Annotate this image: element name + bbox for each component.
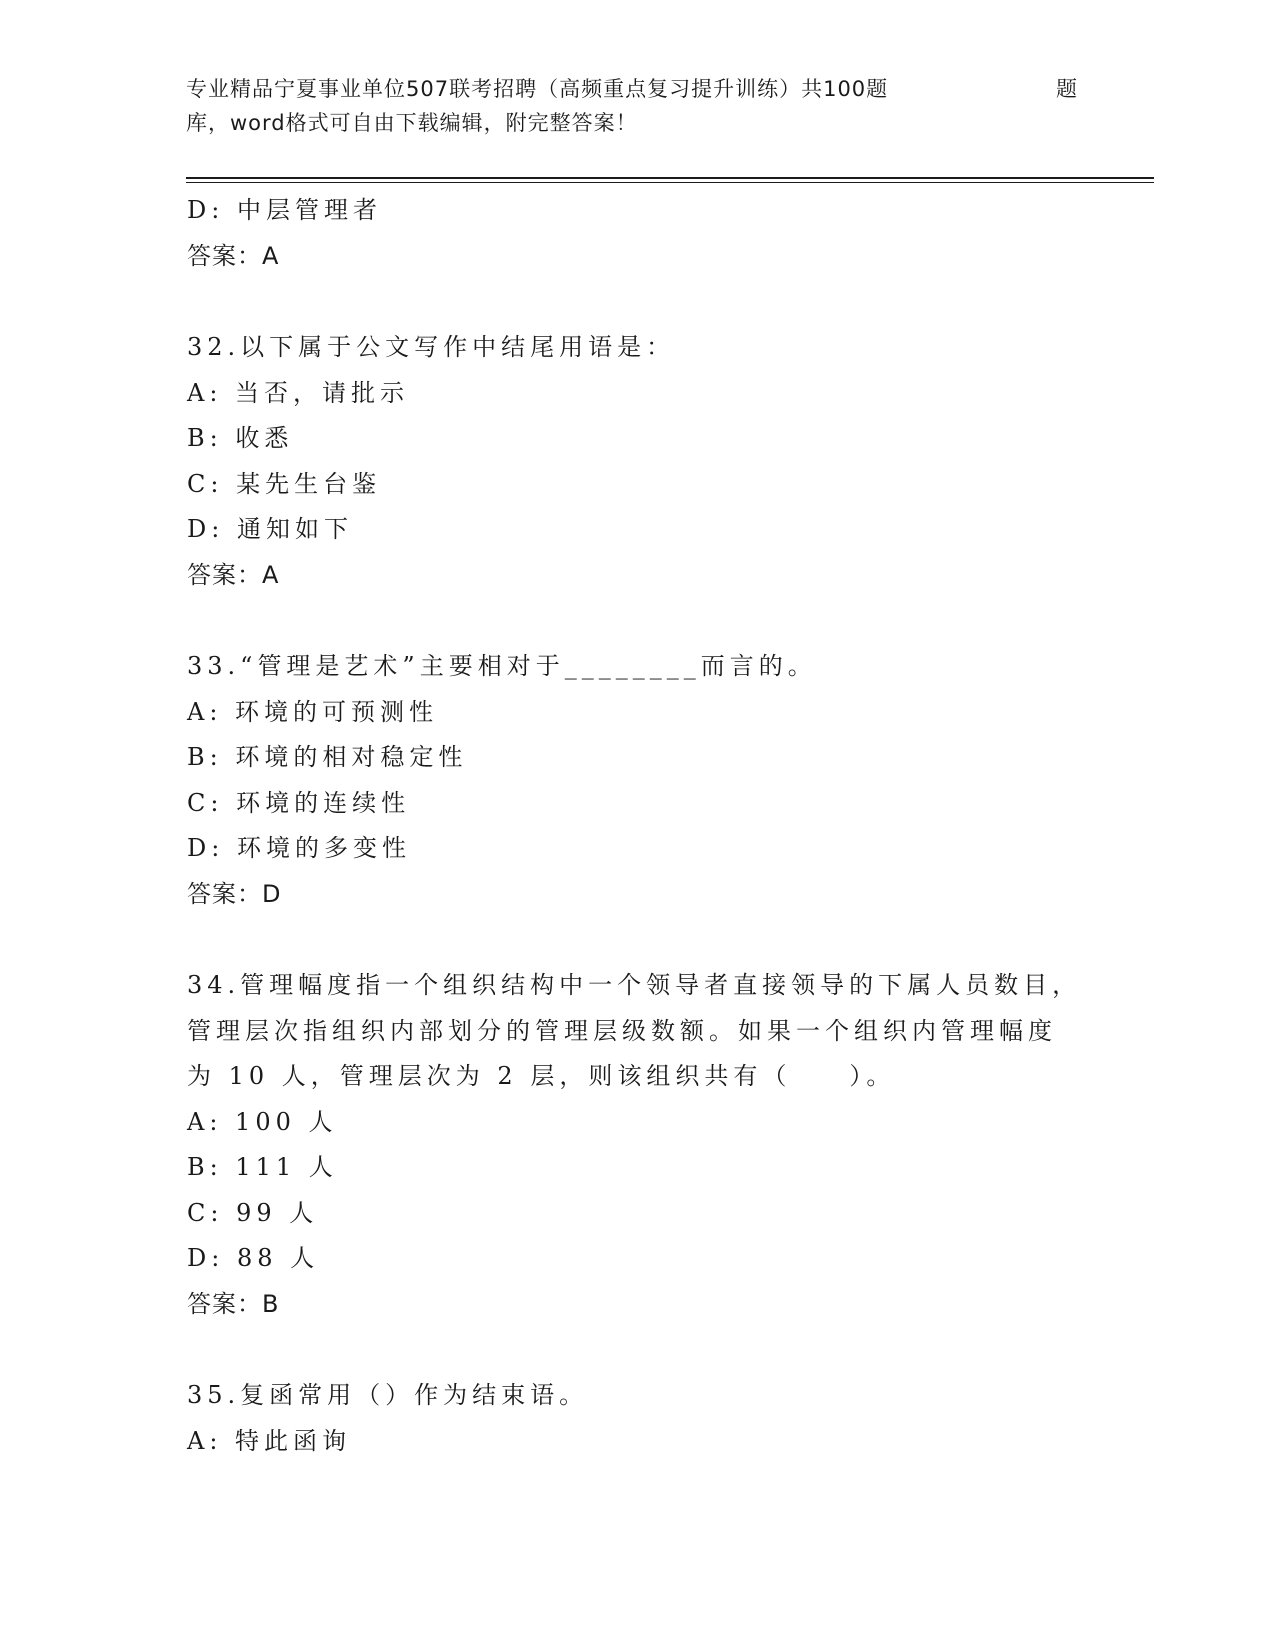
header-rule-thick <box>186 177 1154 179</box>
option-line: B: 收悉 <box>187 424 294 452</box>
answer-line: 答案：A <box>187 560 280 589</box>
option-line: C: 某先生台鉴 <box>187 469 382 498</box>
page-header <box>186 72 1086 140</box>
option-line: B: 111 人 <box>187 1153 338 1181</box>
question-list <box>187 188 1087 1464</box>
answer-line: 答案：B <box>187 1289 280 1318</box>
block-spacer <box>187 1327 1087 1373</box>
option-line: B: 环境的相对稳定性 <box>187 743 468 771</box>
question-block <box>187 188 1087 279</box>
option-line: A: 特此函询 <box>187 1426 352 1455</box>
question-block <box>187 644 1087 917</box>
header-rule-thin <box>186 182 1154 183</box>
question-text: 35.复函常用（）作为结束语。 <box>187 1381 589 1409</box>
option-line: D: 通知如下 <box>187 515 353 543</box>
question-block <box>187 963 1087 1327</box>
question-text: 32.以下属于公文写作中结尾用语是： <box>187 333 676 361</box>
question-text: 34.管理幅度指一个组织结构中一个领导者直接领导的下属人员数目， <box>187 971 1082 999</box>
question-block <box>187 1373 1087 1464</box>
option-line: D: 中层管理者 <box>187 196 382 224</box>
question-text: 33.“管理是艺术”主要相对于________而言的。 <box>187 652 817 680</box>
answer-line: 答案：D <box>187 879 282 908</box>
question-text: 管理层次指组织内部划分的管理层级数额。如果一个组织内管理幅度 <box>187 1016 1057 1045</box>
header-line-1 <box>186 72 1086 106</box>
option-line: A: 100 人 <box>187 1107 338 1136</box>
header-line-2: 库，word格式可自由下载编辑，附完整答案！ <box>186 111 638 135</box>
question-block <box>187 325 1087 598</box>
option-line: D: 88 人 <box>187 1244 320 1272</box>
header-title-tail: 题 <box>1056 77 1078 101</box>
option-line: C: 环境的连续性 <box>187 788 411 817</box>
option-line: D: 环境的多变性 <box>187 834 411 862</box>
option-line: A: 当否，请批示 <box>187 378 410 407</box>
question-text: 为 10 人，管理层次为 2 层，则该组织共有（ ）。 <box>187 1062 896 1090</box>
option-line: C: 99 人 <box>187 1198 319 1227</box>
block-spacer <box>187 279 1087 325</box>
block-spacer <box>187 917 1087 963</box>
block-spacer <box>187 598 1087 644</box>
option-line: A: 环境的可预测性 <box>187 697 439 726</box>
header-title: 专业精品宁夏事业单位507联考招聘（高频重点复习提升训练）共100题 <box>186 77 889 101</box>
answer-line: 答案：A <box>187 241 280 270</box>
